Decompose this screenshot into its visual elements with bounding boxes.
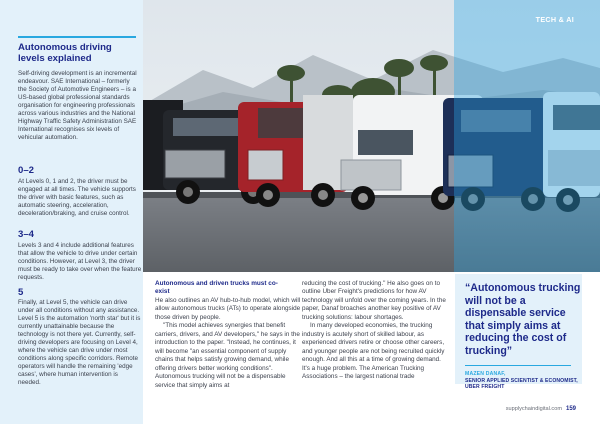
level-heading-0-2: 0–2 (18, 165, 35, 176)
article-paragraph: He also outlines an AV hub-to-hub model, which will allow autonomous trucks (ATs) to operate alongside those driven by people. (155, 297, 301, 321)
article-column-2 (302, 280, 450, 381)
sidebar-rule (18, 36, 136, 38)
level-text-3-4: Levels 3 and 4 include additional features that allow the vehicle to drive under certain conditions. However, at Level 3, the driver must be ready to take over when the feature requests. (18, 242, 142, 281)
sidebar-title: Autonomous driving levels explained (18, 42, 112, 64)
article-column-1 (155, 297, 305, 390)
article-paragraph: In many developed economies, the trucking industry is acutely short of skilled labour, as experienced drivers retire or choose other careers, and younger people are not being recruited quickly enough. And all this at a time of growing demand. It's a huge problem. The American Trucking Associations – the largest national trade (302, 322, 445, 380)
sidebar-intro: Self-driving development is an incremental endeavour. SAE International – formerly the Society of Automotive Engineers – is a US-based global professional standards organisation for engineering professionals across various industries and the National Highway Traffic Safety Administration SAE International recognises six levels of vehicular automation. (18, 70, 137, 141)
pull-quote: “Autonomous trucking will not be a dispensable service that simply aims at reducing the cost of trucking” (465, 282, 581, 357)
trucks-photo (143, 0, 600, 272)
level-heading-3-4: 3–4 (18, 229, 35, 240)
level-text-0-2: At Levels 0, 1 and 2, the driver must be engaged at all times. The vehicle supports the driver with basic features, such as automatic steering, acceleration, deceleration/braking, and cruise control. (18, 178, 136, 217)
quote-attribution-role: SENIOR APPLIED SCIENTIST & ECONOMIST, UBER FREIGHT (465, 378, 578, 391)
section-tag: TECH & AI (535, 15, 574, 24)
page-number: 159 (565, 406, 576, 412)
article-paragraph: reducing the cost of trucking." He also goes on to outline Uber Freight's predictions for how AV technology will unfold over the coming years. In the paper, Danaf broaches another key positive of AV trucking solutions: labour shortages. (302, 280, 446, 321)
page-footer (506, 406, 576, 412)
footer-site: supplychaindigital.com (505, 406, 562, 412)
quote-attribution-name: MAZEN DANAF, (465, 371, 506, 377)
level-heading-5: 5 (18, 287, 24, 298)
quote-divider (465, 365, 571, 366)
level-text-5: Finally, at Level 5, the vehicle can drive under all conditions without any assistance. Level 5 is the automation 'north star' but it is currently unattainable because the technology is not there yet. Currently, self-driving developers are focusing on Level 4, where the vehicle can drive under most conditions along specific corridors. Remote operators will handle the remaining 'edge cases', where human intervention is needed. (18, 299, 141, 386)
article-paragraph: "This model achieves synergies that benefit carriers, drivers, and AV developers," he says in the introduction to the paper. "Instead, he continues, it will become "an essential component of supply chains that helps satisfy growing demand, while offering drivers better working conditions". Autonomous trucking will not be a dispensable service that simply aims at (155, 322, 300, 389)
article-subheading: Autonomous and driven trucks must co-exist (155, 280, 278, 295)
